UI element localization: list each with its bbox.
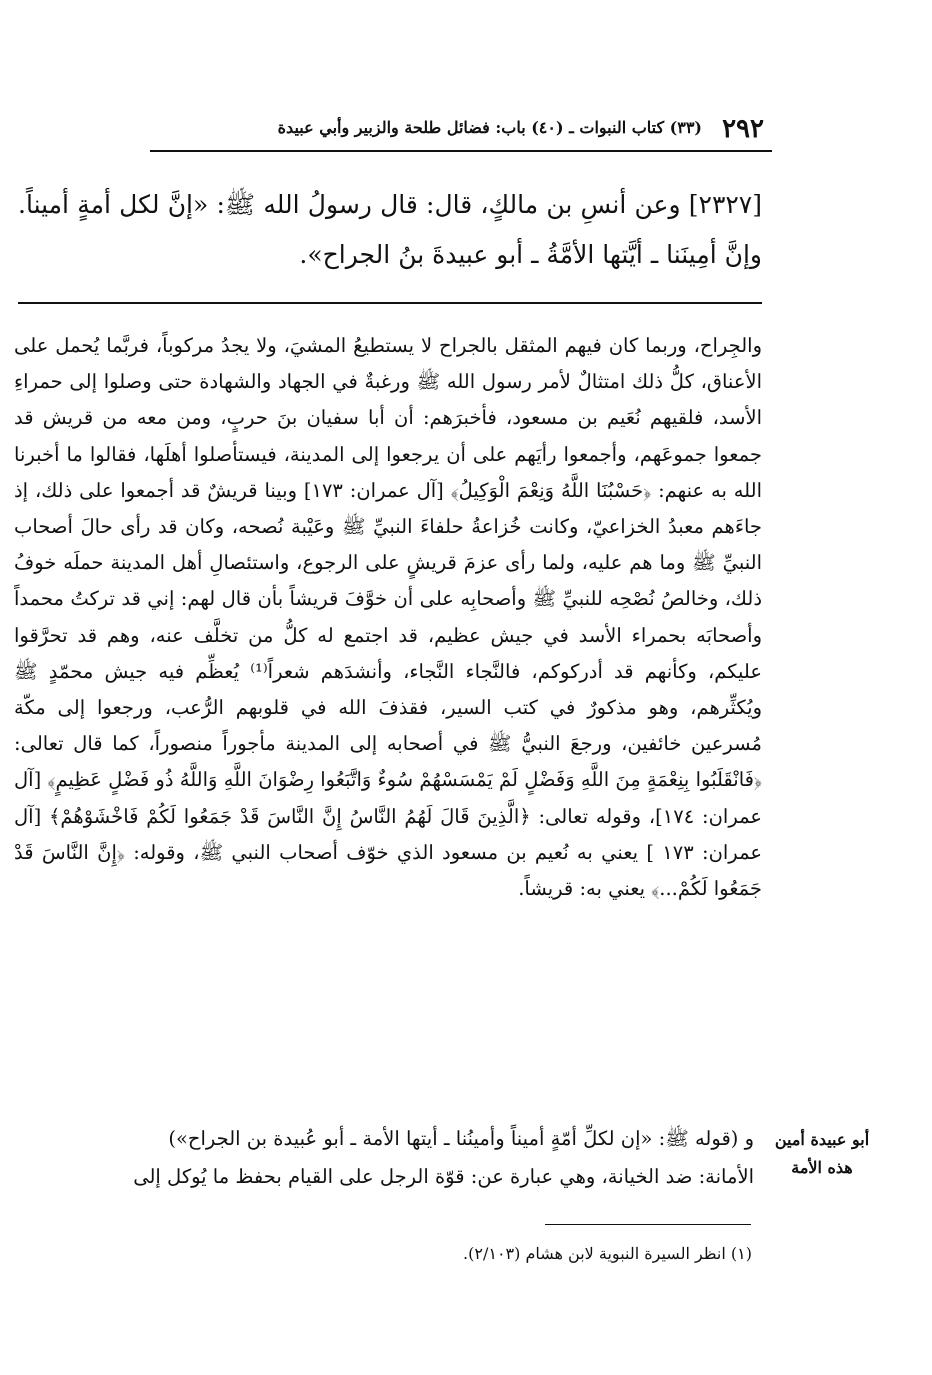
running-title: (٣٣) كتاب النبوات ـ (٤٠) باب: فضائل طلحة والزبير وأبي عبيدة [277, 118, 702, 137]
page-header [150, 110, 772, 152]
commentary-paragraph: والجِراح، وربما كان فيهم المثقل بالجراح لا يستطيعُ المشيَ، ولا يجدُ مركوباً، فربَّما يُحمل على الأعناق، كلُّ ذلك امتثالٌ لأمر رسول الله ﷺ ورغبةٌ في الجهاد والشهادة حتى وصلوا إلى حمراءِ الأسد، فلقيهم نُعَيم بن مسعود، فأخبرَهم: أن أبا سفيان بنَ حربٍ، ومن معه من قريش قد جمعوا جموعَهم، وأجمعوا رأيَهم على أن يرجعوا إلى المدينة، فيستأصلوا أهلَها، فقالوا ما أخبرنا الله به عنهم: ﴿حَسْبُنَا اللَّهُ وَنِعْمَ الْوَكِيلُ﴾ [آل عمران: ١٧٣] وبينا قريشٌ قد أجمعوا على ذلك، إذ جاءَهم معبدُ الخزاعيّ، وكانت خُزاعةُ حلفاءَ النبيِّ ﷺ وعَيْبة نُصحه، وكان قد رأى حالَ أصحاب النبيِّ ﷺ وما هم عليه، ولما رأى عزمَ قريشٍ على الرجوع، واستئصالِ أهل المدينة حملَه خوفُ ذلك، وخالصُ نُصْحِه للنبيِّ ﷺ وأصحابِه على أن خوَّفَ قريشاً بأن قال لهم: إني قد تركتُ محمداً وأصحابَه بحمراء الأسد في جيش عظيم، قد اجتمع له كلُّ من تخلَّف عنه، وهم قد تحرَّقوا عليكم، وكأنهم قد أدركوكم، فالنَّجاء النَّجاء، وأنشدَهم شعراً⁽¹⁾ يُعظِّم فيه جيش محمّدٍ ﷺ ويُكثِّرهم، وهو مذكورٌ في كتب السير، فقذفَ الله في قلوبهم الرُّعب، ورجعوا إلى مكّة مُسرعين خائفين، ورجعَ النبيُّ ﷺ في أصحابه إلى المدينة مأجوراً منصوراً، كما قال تعالى: ﴿فَانْقَلَبُوا بِنِعْمَةٍ مِنَ اللَّهِ وَفَضْلٍ لَمْ يَمْسَسْهُمْ سُوءٌ وَاتَّبَعُوا رِضْوَانَ اللَّهِ وَاللَّهُ ذُو فَضْلٍ عَظِيمٍ﴾ [آل عمران: ١٧٤]، وقوله تعالى: ﴿الَّذِينَ قَالَ لَهُمُ النَّاسُ إِنَّ النَّاسَ قَدْ جَمَعُوا لَكُمْ فَاخْشَوْهُمْ﴾ [آل عمران: ١٧٣ ] يعني به نُعيم بن مسعود الذي خوّف أصحاب النبي ﷺ، وقوله: ﴿إِنَّ النَّاسَ قَدْ جَمَعُوا لَكُمْ...﴾ يعني به: قريشاً. [14, 334, 762, 901]
margin-heading-line: أبو عبيدة أمين [774, 1130, 870, 1149]
hadith-text: [٢٣٢٧] وعن أنسِ بن مالكٍ، قال: قال رسولُ الله ﷺ: «إنَّ لكل أمةٍ أميناً. وإنَّ أمِينَنا ـ أيَّتها الأمَّةُ ـ أبو عبيدةَ بنُ الجراح». [18, 190, 762, 269]
footnote-divider [545, 1224, 751, 1225]
margin-heading [762, 1126, 882, 1182]
section-line: الأمانة: ضد الخيانة، وهي عبارة عن: قوّة الرجل على القيام بحفظ ما يُوكل إلى [133, 1165, 754, 1188]
page-number: ٢٩٢ [722, 114, 764, 144]
section-text [14, 1120, 754, 1196]
margin-heading-line: هذه الأمة [791, 1158, 853, 1177]
section-line: و (قوله ﷺ: «إن لكلِّ أمّةٍ أميناً وأمينُنا ـ أيتها الأمة ـ أبو عُبيدة بن الجراح») [168, 1127, 754, 1150]
commentary-block [14, 328, 762, 907]
hadith-divider [18, 302, 762, 304]
footnote: (١) انظر السيرة النبوية لابن هشام (٢/١٠٣). [463, 1244, 752, 1263]
